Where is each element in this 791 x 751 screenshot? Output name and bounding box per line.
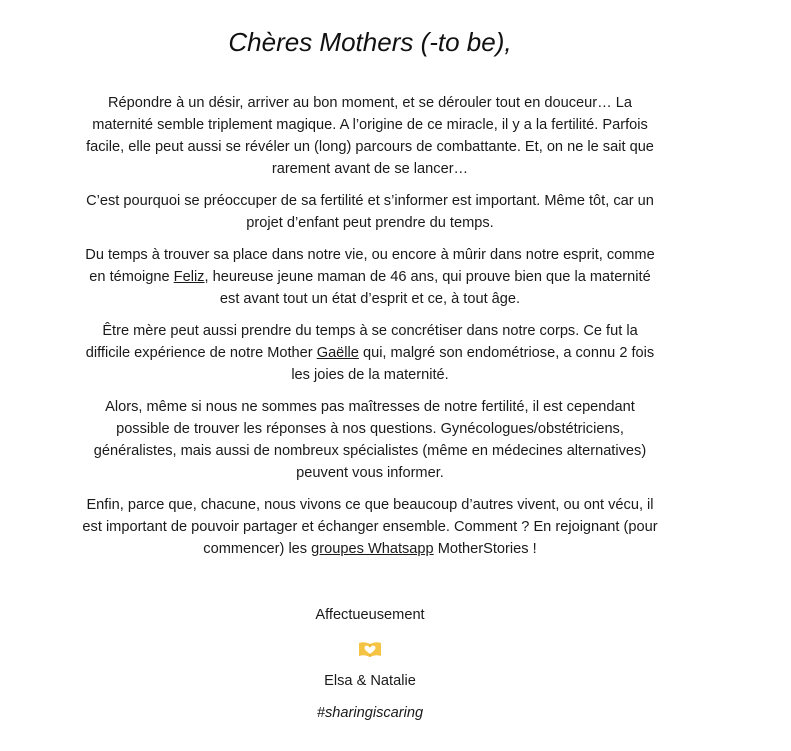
paragraph-share-text-2: MotherStories ! <box>433 541 537 557</box>
paragraph-time-text-2: , heureuse jeune maman de 46 ans, qui prouve bien que la maternité est avant tout un état d’esprit et ce, à tout âge. <box>204 269 651 307</box>
paragraph-share-text-1: Enfin, parce que, chacune, nous vivons ce que beaucoup d’autres vivent, ou ont vécu, il est important de pouvoir partager et échanger ensemble. Comment ? En rejoignant (pour commencer) les <box>82 497 658 557</box>
signature-text: Elsa & Natalie <box>324 673 416 689</box>
feliz-link[interactable]: Feliz <box>173 269 205 285</box>
paragraph-intro: Répondre à un désir, arriver au bon moment, et se dérouler tout en douceur… La maternité semble triplement magique. A l’origine de ce miracle, il y a la fertilité. Parfois facile, elle peut aussi se révéler un (long) parcours de combattante. Et, on ne le sait que rarement avant de se lancer… <box>86 95 654 177</box>
paragraph-body-text-2: qui, malgré son endométriose, a connu 2 fois les joies de la maternité. <box>291 345 655 383</box>
hashtag-text: #sharingiscaring <box>316 705 424 721</box>
letter-title: Chères Mothers (-to be), <box>228 27 512 57</box>
heart-book-icon <box>358 640 382 660</box>
gaelle-link[interactable]: Gaëlle <box>316 345 359 361</box>
paragraph-body <box>80 320 660 386</box>
heart-book-svg <box>358 640 382 660</box>
paragraph-specialists: Alors, même si nous ne sommes pas maîtresses de notre fertilité, il est cependant possible de trouver les réponses à nos questions. Gynécologues/obstétriciens, généralistes, mais aussi de nombreux spécialistes (même en médecines alternatives) peuvent vous informer. <box>93 399 647 481</box>
paragraph-time-text-1: Du temps à trouver sa place dans notre vie, ou encore à mûrir dans notre esprit, comme en témoigne <box>85 247 655 285</box>
paragraph-share <box>80 494 660 560</box>
whatsapp-groups-link[interactable]: groupes Whatsapp <box>311 541 434 557</box>
paragraph-fertility: C’est pourquoi se préoccuper de sa fertilité et s’informer est important. Même tôt, car un projet d’enfant peut prendre du temps. <box>86 193 654 231</box>
paragraph-time <box>80 244 660 310</box>
paragraph-body-text-1: Être mère peut aussi prendre du temps à se concrétiser dans notre corps. Ce fut la difficile expérience de notre Mother <box>85 323 638 361</box>
regards-text: Affectueusement <box>315 607 425 623</box>
letter-body <box>80 92 660 570</box>
